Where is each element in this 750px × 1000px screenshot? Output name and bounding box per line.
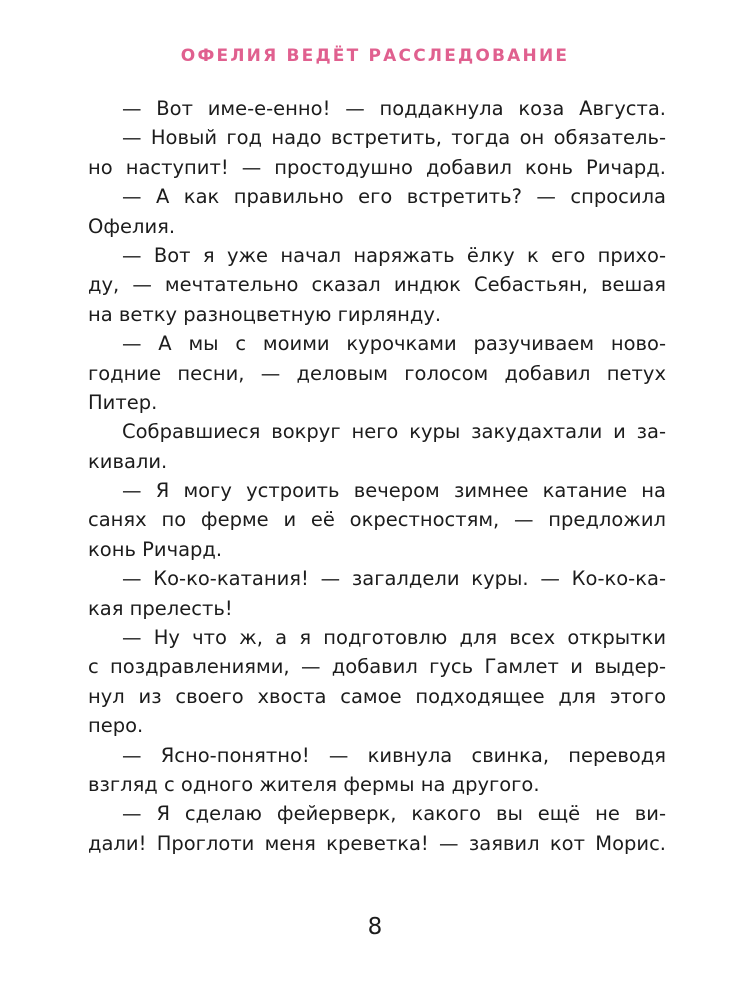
text-line: — Вот име-е-енно! — поддакнула коза Августа.	[122, 97, 666, 120]
running-header-title: ОФЕЛИЯ ВЕДЁТ РАССЛЕДОВАНИЕ	[180, 46, 570, 66]
text-line: дали! Проглоти меня креветка! — заявил кот Морис.	[88, 831, 666, 855]
text-line: с поздравлениями, — добавил гусь Гамлет и выдер-	[88, 655, 666, 679]
text-line: перо.	[88, 714, 144, 738]
text-line: кая прелесть!	[88, 596, 233, 620]
text-line: на ветку разноцветную гирлянду.	[88, 302, 442, 326]
text-line: Офелия.	[88, 214, 176, 238]
text-line: нул из своего хвоста самое подходящее для этого	[88, 684, 666, 708]
text-line: годние песни, — деловым голосом добавил петух	[88, 361, 666, 385]
text-line: кивали.	[88, 449, 168, 473]
text-line: — А как правильно его встретить? — спросила	[122, 185, 666, 209]
text-line: — А мы с моими курочками разучиваем ново-	[122, 332, 666, 356]
body-text	[88, 94, 666, 858]
text-line: — Ясно-понятно! — кивнула свинка, переводя	[122, 743, 666, 767]
text-line: взгляд с одного жителя фермы на другого.	[88, 772, 540, 796]
text-line: санях по ферме и её окрестностям, — предложил	[88, 508, 666, 532]
text-line: — Я могу устроить вечером зимнее катание на	[122, 479, 666, 503]
text-line: — Новый год надо встретить, тогда он обязатель-	[122, 126, 666, 150]
text-line: — Ко-ко-катания! — загалдели куры. — Ко-ко-ка-	[122, 567, 666, 591]
text-line: — Вот я уже начал наряжать ёлку к его прихо-	[122, 243, 666, 267]
text-line: но наступит! — простодушно добавил конь Ричард.	[88, 155, 666, 179]
text-line: конь Ричард.	[88, 537, 223, 561]
text-line: ду, — мечтательно сказал индюк Себастьян, вешая	[88, 273, 666, 297]
text-line: — Я сделаю фейерверк, какого вы ещё не ви-	[122, 802, 666, 826]
text-line: Питер.	[88, 390, 158, 414]
text-line: — Ну что ж, а я подготовлю для всех открытки	[122, 626, 666, 650]
page-number: 8	[367, 914, 383, 940]
text-line: Собравшиеся вокруг него куры закудахтали и за-	[122, 420, 666, 444]
